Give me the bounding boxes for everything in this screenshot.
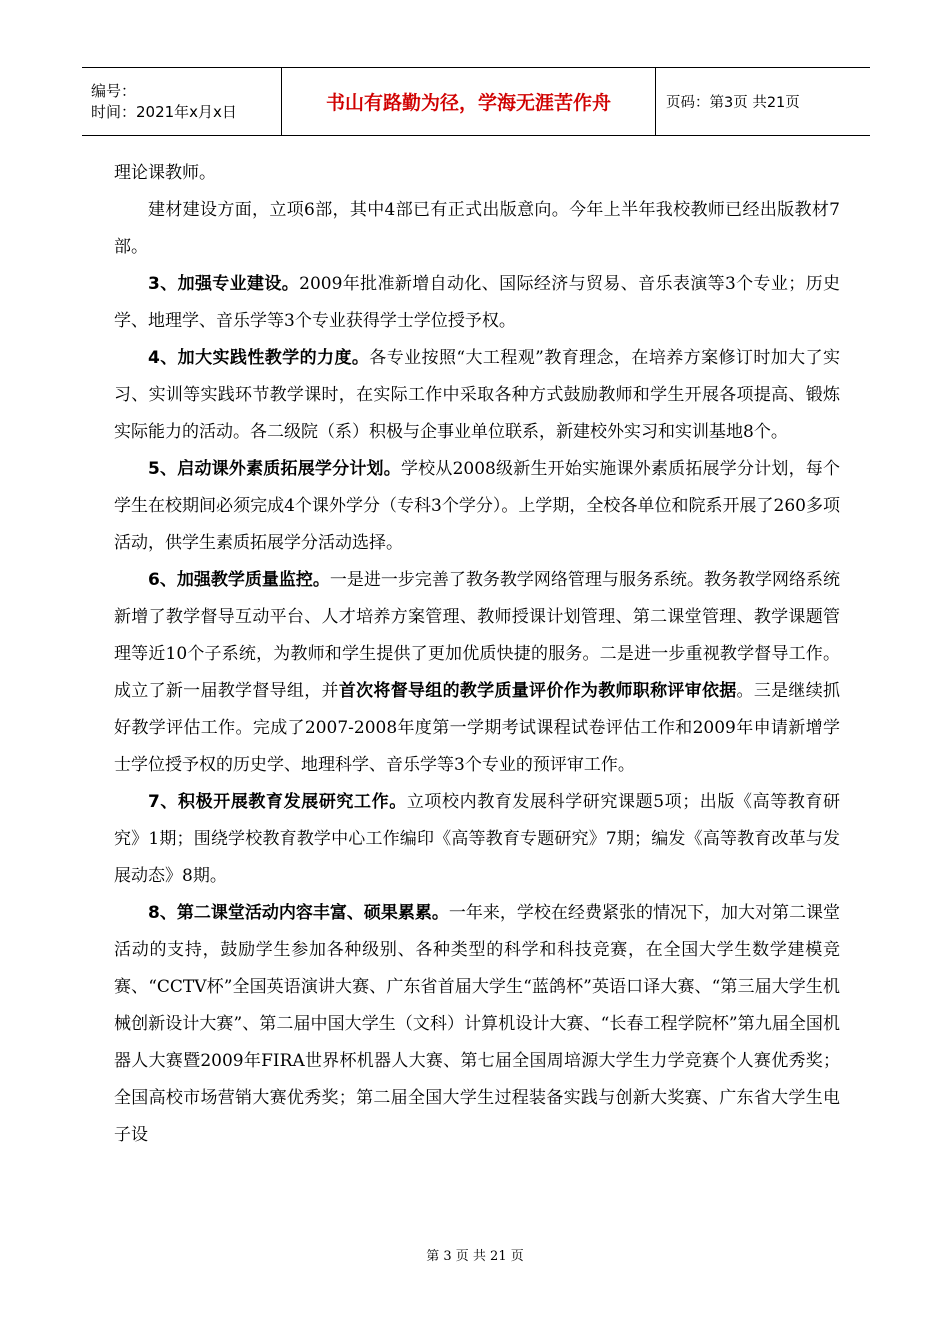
paragraph-text: 一年来，学校在经费紧张的情况下，加大对第二课堂活动的支持，鼓励学生参加各种级别、各种类型的科学和科技竞赛，在全国大学生数学建模竞赛、“CCTV杯”全国英语演讲大赛、广东省首届大学生“蓝鸽杯”英语口译大赛、“第三届大学生机械创新设计大赛”、第二届中国大学生（文科）计算机设计大赛、“长春工程学院杯”第九届全国机器人大赛暨2009年FIRA世界杯机器人大赛、第七届全国周培源大学生力学竞赛个人赛优秀奖；全国高校市场营销大赛优秀奖；第二届全国大学生过程装备实践与创新大奖赛、广东省大学生电子设: [114, 903, 840, 1145]
paragraph: [114, 784, 840, 895]
paragraph-heading: 5、启动课外素质拓展学分计划。: [148, 459, 401, 479]
paragraph: [114, 155, 840, 192]
paragraph: [114, 895, 840, 1154]
document-number: 编号：: [91, 81, 137, 100]
paragraph: [114, 451, 840, 562]
paragraph-heading: 4、加大实践性教学的力度。: [148, 348, 370, 368]
page-footer: 第 3 页 共 21 页: [426, 1249, 524, 1264]
header-motto-cell: [282, 68, 656, 135]
paragraph-text: 立项校内教育发展科学研究课题5项；出版《高等教育研究》1期；围绕学校教育教学中心工作编印《高等教育专题研究》7期；编发《高等教育改革与发展动态》8期。: [114, 792, 840, 886]
paragraph-text: 。三是继续抓好教学评估工作。完成了2007-2008年度第一学期考试课程试卷评估工作和2009年申请新增学士学位授予权的历史学、地理科学、音乐学等3个专业的预评审工作。: [114, 681, 841, 775]
paragraph-heading: 7、积极开展教育发展研究工作。: [148, 792, 407, 812]
paragraph-text: 建材建设方面，立项6部，其中4部已有正式出版意向。今年上半年我校教师已经出版教材7部。: [114, 200, 840, 257]
page-header: [82, 67, 870, 136]
paragraph-text: 各专业按照“大工程观”教育理念，在培养方案修订时加大了实习、实训等实践环节教学课时，在实际工作中采取各种方式鼓励教师和学生开展各项提高、锻炼实际能力的活动。各二级院（系）积极与企事业单位联系，新建校外实习和实训基地8个。: [114, 348, 841, 442]
header-meta: [82, 68, 282, 135]
paragraph-heading: 6、加强教学质量监控。: [148, 570, 330, 590]
paragraph-text: 2009年批准新增自动化、国际经济与贸易、音乐表演等3个专业；历史学、地理学、音乐学等3个专业获得学士学位授予权。: [114, 274, 840, 331]
paragraph: [114, 266, 840, 340]
document-body: [114, 155, 840, 1154]
paragraph: [114, 340, 840, 451]
header-page-info: 页码：第3页 共21页: [666, 95, 800, 111]
document-date: 时间：2021年x月x日: [91, 102, 237, 121]
paragraph-text: 理论课教师。: [114, 163, 216, 183]
paragraph-heading: 8、第二课堂活动内容丰富、硕果累累。: [148, 903, 449, 923]
paragraph-text: 一是进一步完善了教务教学网络管理与服务系统。教务教学网络系统新增了教学督导互动平台、人才培养方案管理、教师授课计划管理、第二课堂管理、教学课题管理等近10个子系统，为教师和学生提供了更加优质快捷的服务。二是进一步重视教学督导工作。成立了新一届教学督导组，并: [114, 570, 840, 701]
paragraph-heading: 3、加强专业建设。: [148, 274, 300, 294]
paragraph: [114, 562, 840, 784]
header-motto: 书山有路勤为径，学海无涯苦作舟: [325, 92, 611, 114]
paragraph-heading: 首次将督导组的教学质量评价作为教师职称评审依据: [338, 681, 737, 701]
paragraph-text: 学校从2008级新生开始实施课外素质拓展学分计划，每个学生在校期间必须完成4个课外学分（专科3个学分）。上学期，全校各单位和院系开展了260多项活动，供学生素质拓展学分活动选择。: [114, 459, 841, 553]
paragraph: [114, 192, 840, 266]
